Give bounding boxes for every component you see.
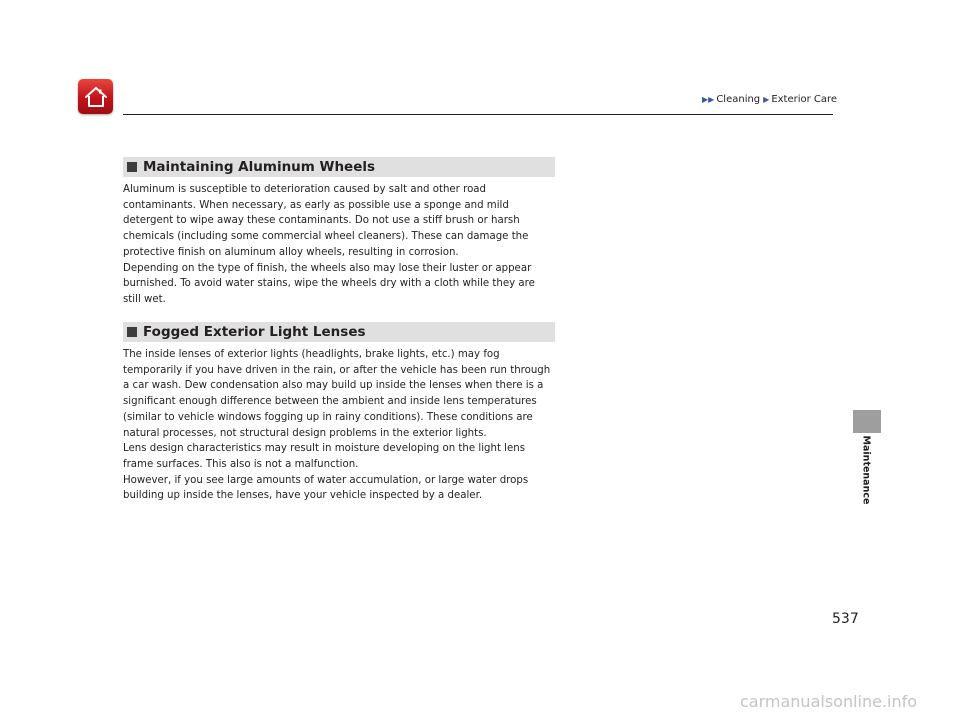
breadcrumb	[702, 94, 837, 105]
breadcrumb-arrow-icon: ▶	[763, 95, 770, 104]
paragraph: Lens design characteristics may result in moisture developing on the light lens frame surfaces. This also is not a malfunction.	[123, 443, 526, 470]
watermark: carmanualsonline.info	[740, 692, 918, 711]
paragraph: However, if you see large amounts of water accumulation, or large water drops building up inside the lenses, have your vehicle inspected by a dealer.	[123, 474, 529, 502]
home-button[interactable]	[78, 79, 113, 114]
section-header-fogged-lenses	[123, 322, 555, 342]
section-header-aluminum-wheels	[123, 157, 555, 177]
breadcrumb-item-cleaning[interactable]: Cleaning	[716, 94, 761, 105]
paragraph: Aluminum is susceptible to deterioration caused by salt and other road contaminants. When necessary, as early as possible use a sponge and mild detergent to wipe away these contaminants. Do not use a stiff brush or harsh chemicals (including some commercial wheel cleaners). These can damage the protective finish on aluminum alloy wheels, resulting in corrosion.	[123, 184, 529, 258]
section-square-icon	[127, 327, 137, 337]
home-icon	[84, 86, 108, 108]
breadcrumb-arrow-icon: ▶▶	[702, 95, 715, 104]
section-square-icon	[127, 162, 137, 172]
section-title: Maintaining Aluminum Wheels	[143, 159, 376, 175]
paragraph: Depending on the type of finish, the wheels also may lose their luster or appear burnished. To avoid water stains, wipe the wheels dry with a cloth while they are still wet.	[123, 262, 535, 305]
page-number: 537	[832, 611, 859, 627]
section-title: Fogged Exterior Light Lenses	[143, 324, 366, 340]
side-tab-label: Maintenance	[860, 435, 872, 505]
section-body-fogged-lenses	[123, 347, 555, 504]
breadcrumb-item-exterior-care[interactable]: Exterior Care	[771, 94, 838, 105]
paragraph: The inside lenses of exterior lights (headlights, brake lights, etc.) may fog temporarily if you have driven in the rain, or after the vehicle has been run through a car wash. Dew condensation also may build up inside the lenses when there is a significant enough difference between the ambient and inside lens temperatures (similar to vehicle windows fogging up in rainy conditions). These conditions are natural processes, not structural design problems in the exterior lights.	[123, 349, 551, 439]
header-rule	[123, 114, 833, 115]
side-tab-marker[interactable]	[853, 410, 881, 433]
section-body-aluminum-wheels	[123, 182, 555, 308]
